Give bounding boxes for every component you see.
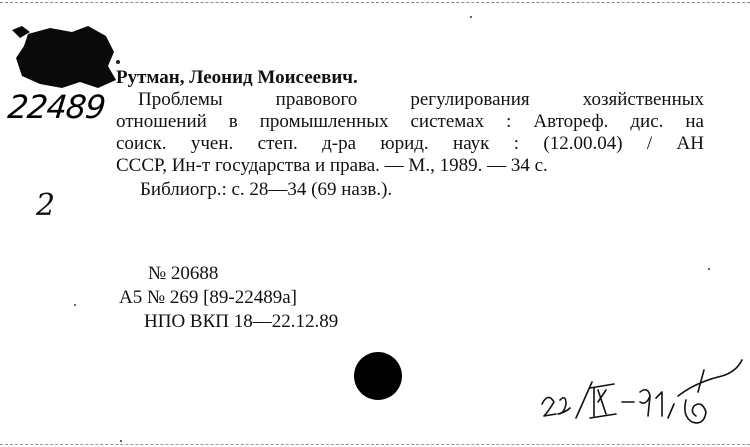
handwritten-date-signature [536, 352, 746, 437]
card-top-edge [0, 2, 750, 3]
margin-note-handwritten: 2 [36, 188, 56, 223]
card-bottom-edge [0, 444, 750, 445]
description-line: Проблемы правового регулирования хозяйственных [138, 89, 704, 110]
paper-speck [708, 268, 710, 270]
paper-speck [74, 304, 76, 306]
description-line: СССР, Ин-т государства и права. — М., 1989. — 34 с. [116, 155, 548, 176]
paper-speck [120, 440, 122, 442]
format-and-registration: А5 № 269 [89-22489а] [119, 287, 298, 308]
bibliographic-description [116, 89, 704, 177]
accession-number: № 20688 [148, 263, 219, 284]
npo-vkp-line: НПО ВКП 18—22.12.89 [144, 311, 339, 332]
bibliography-note: Библиогр.: с. 28—34 (69 назв.). [140, 179, 393, 200]
punch-hole [354, 352, 402, 400]
ink-stamp-blot [10, 22, 120, 92]
author-heading: Рутман, Леонид Моисеевич. [116, 67, 358, 88]
shelf-mark-handwritten: 22489 [6, 88, 107, 126]
description-line: отношений в промышленных системах : Автореф. дис. на [116, 111, 704, 132]
paper-speck [470, 16, 472, 18]
description-line: соиск. учен. степ. д-ра юрид. наук : (12.00.04) / АН [116, 133, 704, 154]
